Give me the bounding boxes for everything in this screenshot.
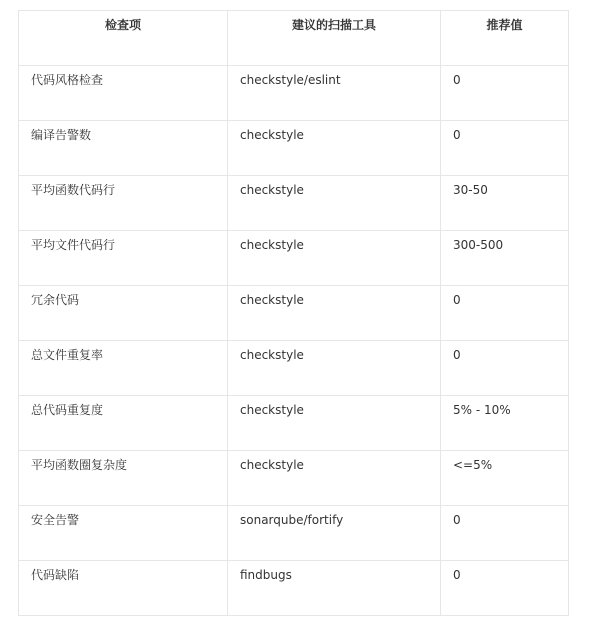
- cell-recommended-value: 0: [441, 66, 569, 121]
- metrics-table: [18, 10, 569, 616]
- cell-scan-tool: checkstyle: [228, 176, 441, 231]
- cell-scan-tool: sonarqube/fortify: [228, 506, 441, 561]
- cell-check-item: 冗余代码: [19, 286, 228, 341]
- table-row: [19, 341, 569, 396]
- cell-recommended-value: 300-500: [441, 231, 569, 286]
- table-row: [19, 396, 569, 451]
- table-row: [19, 121, 569, 176]
- cell-recommended-value: 5% - 10%: [441, 396, 569, 451]
- cell-recommended-value: 0: [441, 506, 569, 561]
- metrics-table-container: [18, 10, 568, 616]
- table-row: [19, 176, 569, 231]
- header-scan-tool: 建议的扫描工具: [228, 11, 441, 66]
- table-row: [19, 506, 569, 561]
- cell-scan-tool: checkstyle: [228, 121, 441, 176]
- header-check-item: 检查项: [19, 11, 228, 66]
- cell-check-item: 代码缺陷: [19, 561, 228, 616]
- cell-check-item: 编译告警数: [19, 121, 228, 176]
- table-row: [19, 231, 569, 286]
- cell-check-item: 总文件重复率: [19, 341, 228, 396]
- cell-check-item: 代码风格检查: [19, 66, 228, 121]
- header-recommended-value: 推荐值: [441, 11, 569, 66]
- table-header: [19, 11, 569, 66]
- table-row: [19, 451, 569, 506]
- cell-scan-tool: checkstyle: [228, 341, 441, 396]
- cell-scan-tool: findbugs: [228, 561, 441, 616]
- cell-check-item: 平均文件代码行: [19, 231, 228, 286]
- cell-check-item: 平均函数代码行: [19, 176, 228, 231]
- cell-scan-tool: checkstyle: [228, 286, 441, 341]
- cell-recommended-value: 0: [441, 561, 569, 616]
- table-row: [19, 66, 569, 121]
- cell-scan-tool: checkstyle: [228, 396, 441, 451]
- cell-recommended-value: <=5%: [441, 451, 569, 506]
- header-row: [19, 11, 569, 66]
- cell-recommended-value: 0: [441, 286, 569, 341]
- cell-scan-tool: checkstyle: [228, 451, 441, 506]
- cell-recommended-value: 0: [441, 121, 569, 176]
- cell-check-item: 总代码重复度: [19, 396, 228, 451]
- cell-check-item: 安全告警: [19, 506, 228, 561]
- cell-recommended-value: 0: [441, 341, 569, 396]
- cell-recommended-value: 30-50: [441, 176, 569, 231]
- cell-scan-tool: checkstyle: [228, 231, 441, 286]
- table-row: [19, 561, 569, 616]
- table-body: [19, 66, 569, 616]
- table-row: [19, 286, 569, 341]
- cell-scan-tool: checkstyle/eslint: [228, 66, 441, 121]
- cell-check-item: 平均函数圈复杂度: [19, 451, 228, 506]
